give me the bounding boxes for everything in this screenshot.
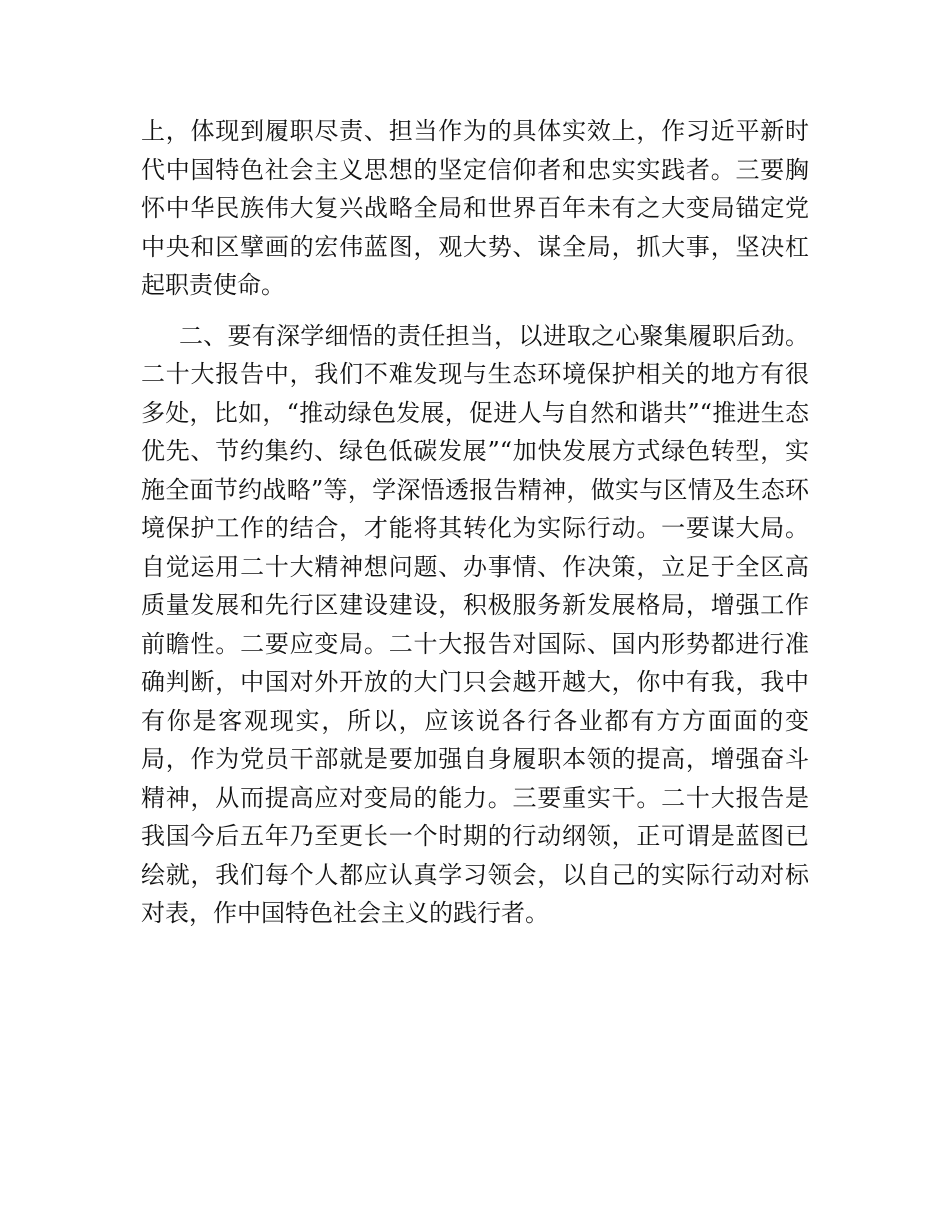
- paragraph-section-two: 二、要有深学细悟的责任担当，以进取之心聚集履职后劲。二十大报告中，我们不难发现与生态环境保护相关的地方有很多处，比如，“推动绿色发展，促进人与自然和谐共”“推进生态优先、节约集约、绿色低碳发展”“加快发展方式绿色转型，实施全面节约战略”等，学深悟透报告精神，做实与区情及生态环境保护工作的结合，才能将其转化为实际行动。一要谋大局。自觉运用二十大精神想问题、办事情、作决策，立足于全区高质量发展和先行区建设建设，积极服务新发展格局，增强工作前瞻性。二要应变局。二十大报告对国际、国内形势都进行准确判断，中国对外开放的大门只会越开越大，你中有我，我中有你是客观现实，所以，应该说各行各业都有方方面面的变局，作为党员干部就是要加强自身履职本领的提高，增强奋斗精神，从而提高应对变局的能力。三要重实干。二十大报告是我国今后五年乃至更长一个时期的行动纲领，正可谓是蓝图已绘就，我们每个人都应认真学习领会，以自己的实际行动对标对表，作中国特色社会主义的践行者。: [141, 321, 809, 927]
- document-body: [141, 112, 809, 933]
- paragraph-continuation: 上，体现到履职尽责、担当作为的具体实效上，作习近平新时代中国特色社会主义思想的坚定信仰者和忠实实践者。三要胸怀中华民族伟大复兴战略全局和世界百年未有之大变局锚定党中央和区擘画的宏伟蓝图，观大势、谋全局，抓大事，坚决杠起职责使命。: [141, 117, 809, 299]
